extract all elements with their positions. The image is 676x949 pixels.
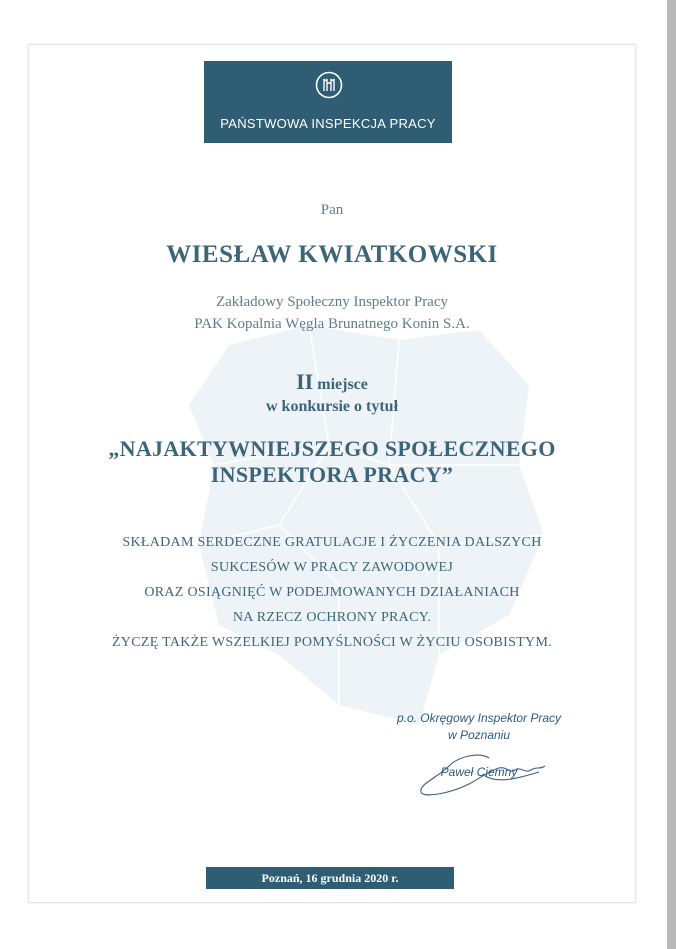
institution-name: PAŃSTWOWA INSPEKCJA PRACY: [220, 116, 436, 131]
place-word: miejsce: [317, 376, 368, 393]
wishes-line: NA RZECZ OCHRONY PRACY.: [232, 610, 432, 625]
award-title-line1: „NAJAKTYWNIEJSZEGO SPOŁECZNEGO: [108, 436, 556, 461]
wishes-line: ORAZ OSIĄGNIĘĆ W PODEJMOWANYCH DZIAŁANIACH: [144, 585, 520, 600]
place-number: II: [296, 369, 314, 394]
place-line: [29, 371, 635, 396]
recipient-role: Zakładowy Społeczny Inspektor Pracy: [215, 294, 449, 310]
certificate-page: [28, 44, 636, 903]
recipient-name: WIESŁAW KWIATKOWSKI: [166, 241, 498, 268]
header-logo-band: [204, 61, 452, 143]
wishes-line: SKŁADAM SERDECZNE GRATULACJE I ŻYCZENIA DALSZYCH: [122, 535, 542, 550]
contest-line: w konkursie o tytuł: [265, 398, 399, 415]
wishes-line: SUKCESÓW W PRACY ZAWODOWEJ: [210, 560, 454, 575]
signatory-name: Paweł Ciemny: [440, 765, 518, 779]
recipient-company: PAK Kopalnia Węgla Brunatnego Konin S.A.: [194, 316, 470, 332]
pip-emblem-icon: [315, 71, 343, 99]
wishes-line: ŻYCZĘ TAKŻE WSZELKIEJ POMYŚLNOŚCI W ŻYCIU OSOBISTYM.: [111, 635, 553, 650]
award-place: [29, 371, 635, 418]
scanner-edge-strip: [667, 0, 676, 949]
recipient-details: [29, 291, 635, 335]
award-title-line2: INSPEKTORA PRACY”: [210, 462, 454, 487]
wishes-text: [29, 530, 635, 655]
signature-location: w Poznaniu: [447, 728, 511, 742]
award-title: [29, 436, 635, 488]
salutation: Pan: [320, 202, 344, 218]
date-band: Poznań, 16 grudnia 2020 r.: [206, 867, 454, 889]
signature-block: [329, 710, 629, 781]
signature-title: p.o. Okręgowy Inspektor Pracy: [396, 711, 562, 725]
